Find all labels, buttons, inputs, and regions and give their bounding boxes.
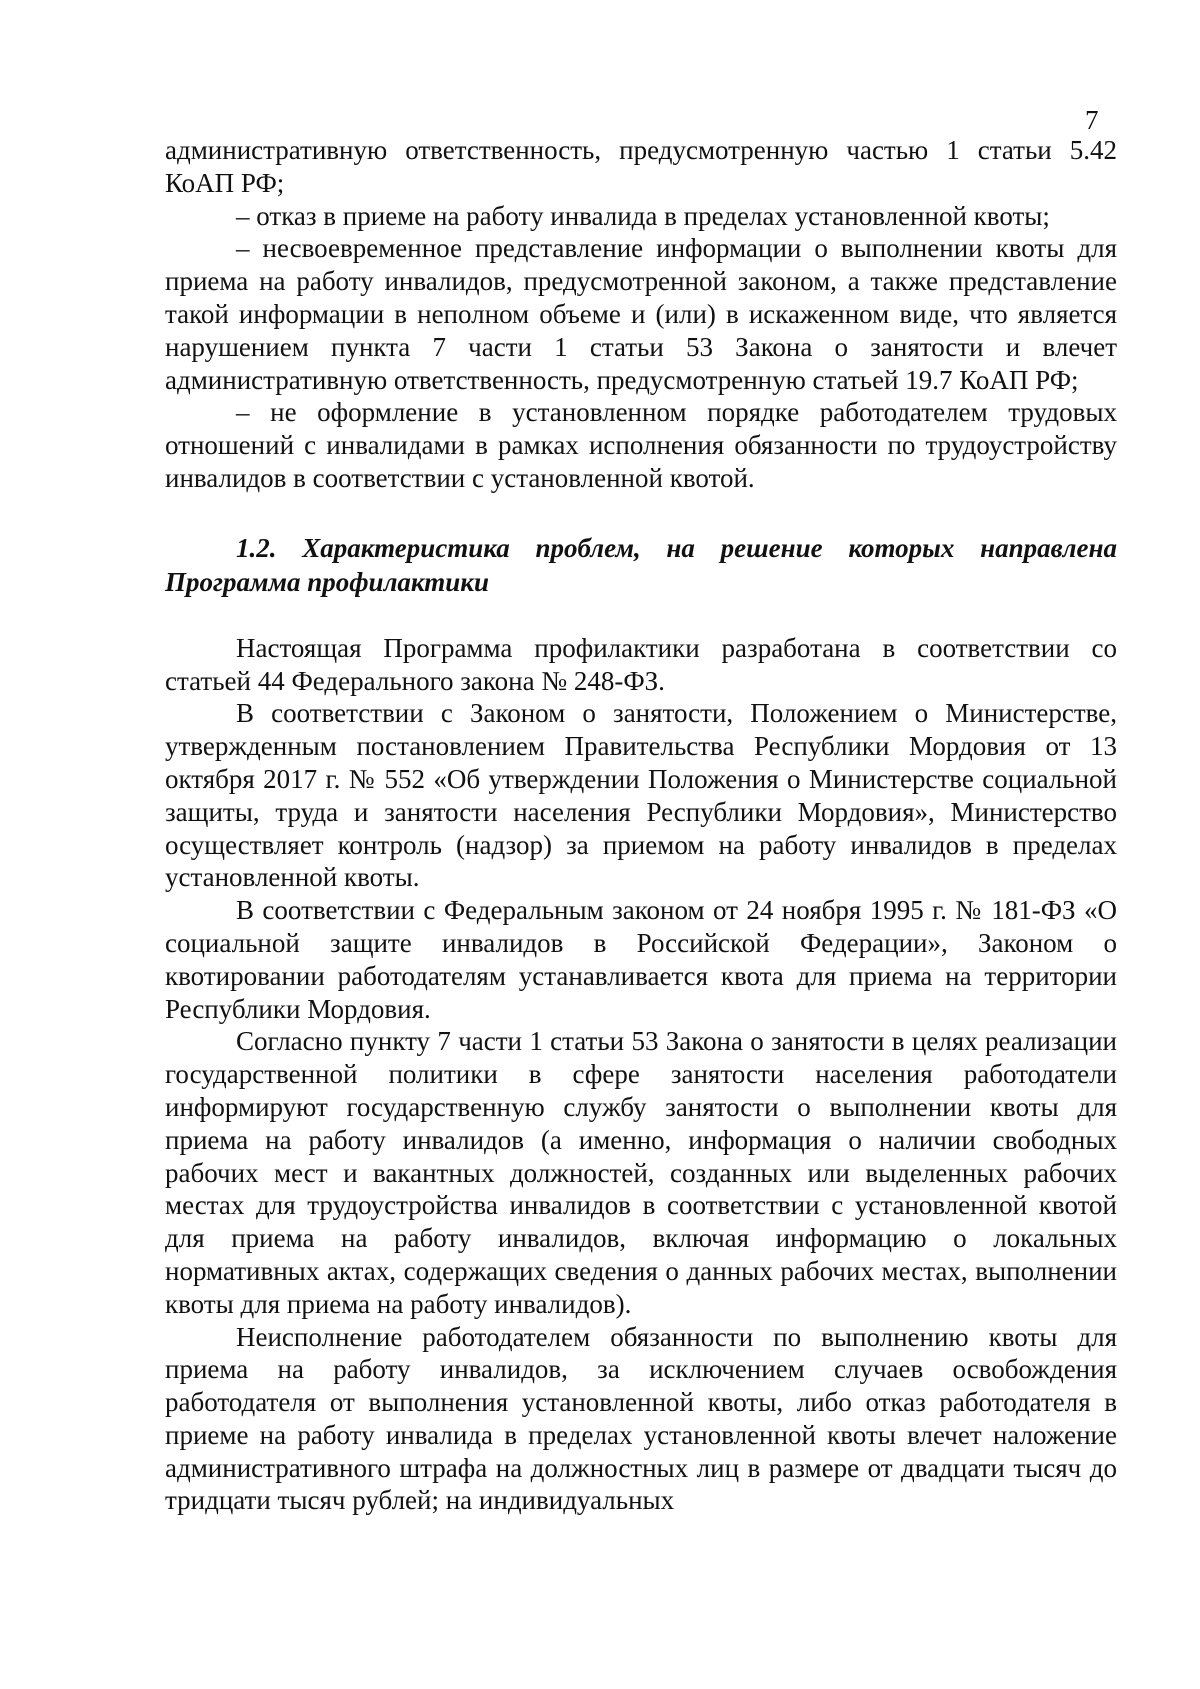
paragraph-continuation: административную ответственность, предусмотренную частью 1 статьи 5.42 КоАП РФ; (165, 135, 1117, 198)
list-item-refusal: – отказ в приеме на работу инвалида в пределах установленной квоты; (236, 200, 1050, 231)
list-item-no-registration: – не оформление в установленном порядке работодателем трудовых отношений с инвалидами в рамках исполнения обязанности по трудоустройству инвалидов в соответствии с установленной квотой. (165, 397, 1117, 493)
document-body (165, 134, 1117, 1517)
paragraph-program-basis: Настоящая Программа профилактики разработана в соответствии со статьей 44 Федерального закона № 248-ФЗ. (165, 632, 1117, 696)
paragraph-ministry-control: В соответствии с Законом о занятости, Положением о Министерстве, утвержденным постановлением Правительства Республики Мордовия от 13 октября 2017 г. № 552 «Об утверждении Положения о Министерстве социальной защиты, труда и занятости населения Республики Мордовия», Министерство осуществляет контроль (надзор) за приемом на работу инвалидов в пределах установленной квоты. (165, 698, 1117, 893)
list-item-late-information: – несвоевременное представление информации о выполнении квоты для приема на работу инвалидов, предусмотренной законом, а также представление такой информации в неполном объеме и (или) в искаженном виде, что является нарушением пункта 7 части 1 статьи 53 Закона о занятости и влечет административную ответственность, предусмотренную статьей 19.7 КоАП РФ; (165, 233, 1117, 395)
paragraph-federal-law: В соответствии с Федеральным законом от 24 ноября 1995 г. № 181-ФЗ «О социальной защите инвалидов в Российской Федерации», Законом о квотировании работодателям устанавливается квота для приема на территории Республики Мордовия. (165, 895, 1117, 1024)
paragraph-penalty: Неисполнение работодателем обязанности по выполнению квоты для приема на работу инвалидов, за исключением случаев освобождения работодателя от выполнения установленной квоты, либо отказ работодателя в приеме на работу инвалида в пределах установленной квоты влечет наложение административного штрафа на должностных лиц в размере от двадцати тысяч до тридцати тысяч рублей; на индивидуальных (165, 1321, 1117, 1516)
section-heading: 1.2. Характеристика проблем, на решение которых направлена Программа профилактики (165, 532, 1117, 597)
paragraph-employer-informing: Согласно пункту 7 части 1 статьи 53 Закона о занятости в целях реализации государственной политики в сфере занятости населения работодатели информируют государственную службу занятости о выполнении квоты для приема на работу инвалидов (а именно, информация о наличии свободных рабочих мест и вакантных должностей, созданных или выделенных рабочих местах для трудоустройства инвалидов в соответствии с установленной квотой для приема на работу инвалидов, включая информацию о локальных нормативных актах, содержащих сведения о данных рабочих местах, выполнении квоты для приема на работу инвалидов). (165, 1026, 1117, 1319)
page-number: 7 (1085, 105, 1099, 135)
